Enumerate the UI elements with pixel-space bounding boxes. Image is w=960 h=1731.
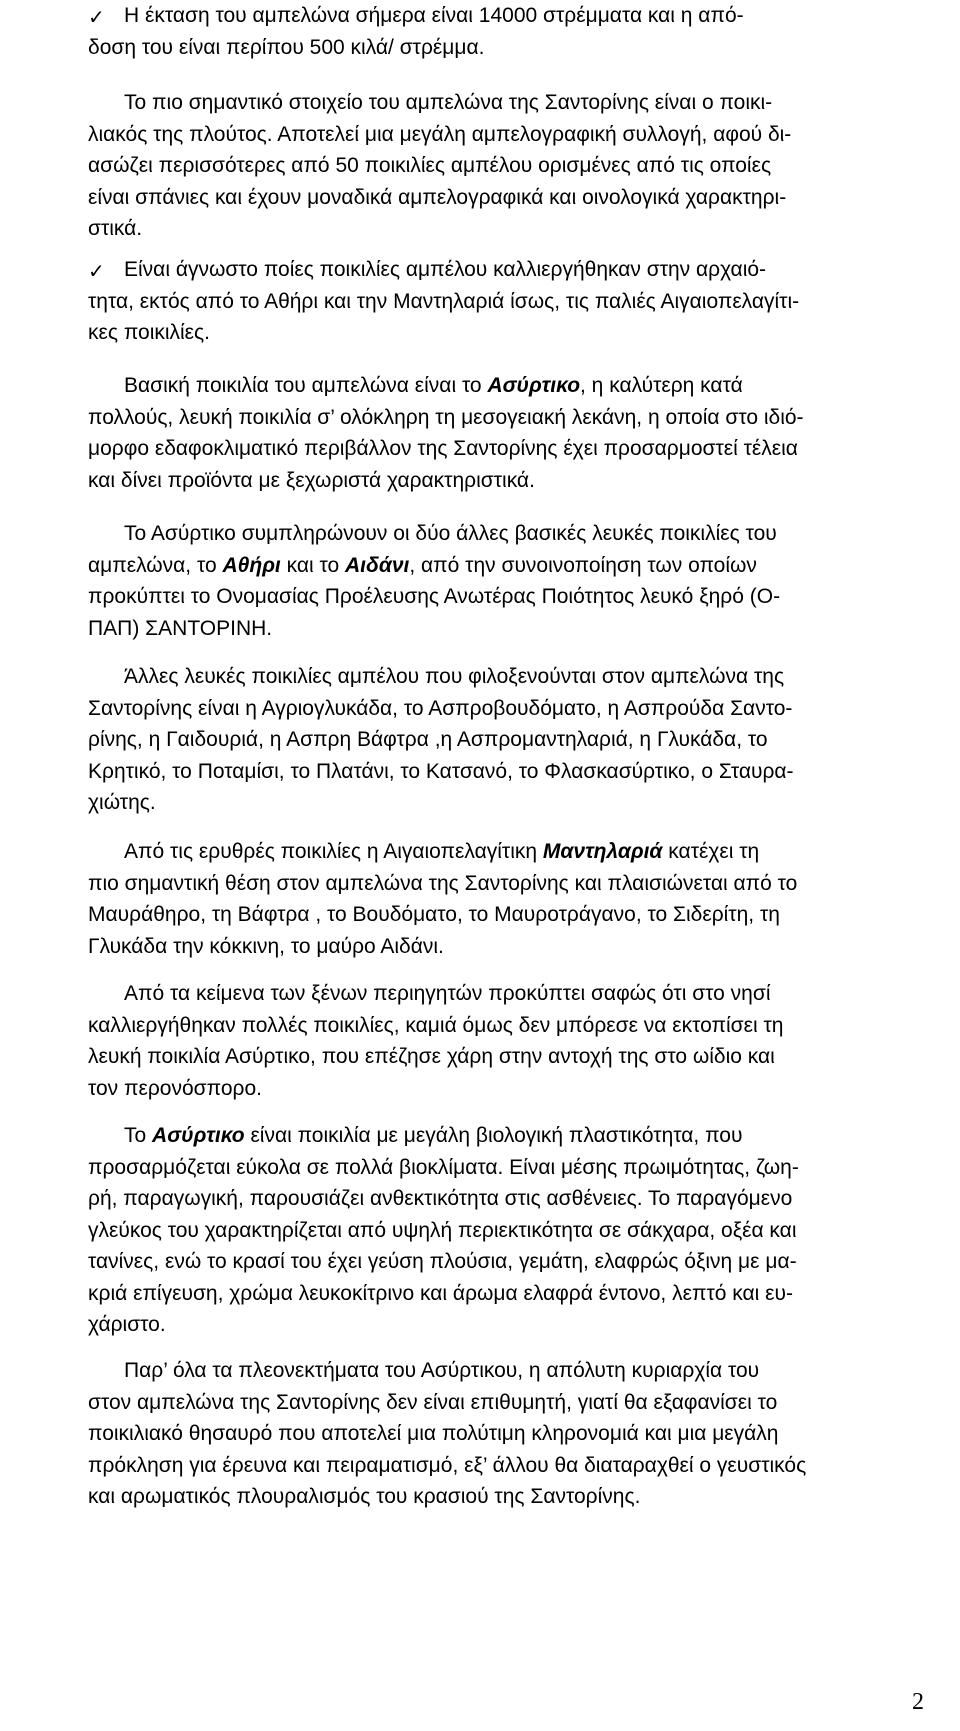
text-line: προκύπτει το Ονομασίας Προέλευσης Ανωτέρας Ποιότητος λευκό ξηρό (Ο-: [88, 585, 781, 608]
text-line: είναι σπάνιες και έχουν μοναδικά αμπελογραφικά και οινολογικά χαρακτηρι-: [88, 185, 787, 209]
text-line: Άλλες λευκές ποικιλίες αμπέλου που φιλοξενούνται στον αμπελώνα της: [124, 665, 785, 688]
text-line: χιώτης.: [88, 791, 156, 814]
text-line: Γλυκάδα την κόκκινη, το μαύρο Αιδάνι.: [88, 934, 444, 958]
text-line: πολλούς, λευκή ποικιλία σ’ ολόκληρη τη μεσογειακή λεκάνη, η οποία στο ιδιό-: [88, 405, 804, 429]
text-line: ΠΑΠ) ΣΑΝΤΟΡΙΝΗ.: [88, 616, 273, 640]
text-line: πιο σημαντική θέση στον αμπελώνα της Σαντορίνης και πλαισιώνεται από το: [88, 871, 798, 895]
text-line: λευκή ποικιλία Ασύρτικο, που επέζησε χάρη στην αντοχή της στο ωίδιο και: [88, 1045, 775, 1068]
text-line: Το Ασύρτικο είναι ποικιλία με μεγάλη βιολογική πλαστικότητα, που: [124, 1124, 743, 1147]
paragraph-3: [88, 254, 924, 349]
text-line: καλλιεργήθηκαν πολλές ποικιλίες, καμιά όμως δεν μπόρεσε να εκτοπίσει τη: [88, 1013, 784, 1037]
text-line: Το Ασύρτικο συμπληρώνουν οι δύο άλλες βασικές λευκές ποικιλίες του: [124, 522, 777, 545]
text-line: πρόκληση για έρευνα και πειραματισμό, εξ’ άλλου θα διαταραχθεί ο γευστικός: [88, 1453, 807, 1477]
paragraph-9: [88, 1120, 924, 1341]
variety-aidani: Αιδάνι: [345, 553, 410, 577]
text-line: στικά.: [88, 217, 143, 240]
text-line: και δίνει προϊόντα με ξεχωριστά χαρακτηριστικά.: [88, 468, 535, 492]
text-line: τανίνες, ενώ το κρασί του έχει γεύση πλούσια, γεμάτη, ελαφρώς όξινη με μα-: [88, 1250, 797, 1273]
variety-asyrtiko: Ασύρτικο: [487, 374, 581, 397]
text-line: Σαντορίνης είναι η Αγριογλυκάδα, το Ασπροβουδόματο, η Ασπρούδα Σαντο-: [88, 696, 793, 720]
text-line: λιακός της πλούτος. Αποτελεί μια μεγάλη αμπελογραφική συλλογή, αφού δι-: [88, 122, 792, 146]
text-line: Μαυράθηρο, τη Βάφτρα , το Βουδόματο, το Μαυροτράγανο, το Σιδερίτη, τη: [88, 903, 780, 926]
text-line: ποικιλιακό θησαυρό που αποτελεί μια πολύτιμη κληρονομιά και μια μεγάλη: [88, 1422, 779, 1445]
paragraph-4: [88, 370, 924, 496]
variety-athiri: Αθήρι: [222, 553, 281, 577]
text-line: ασώζει περισσότερες από 50 ποικιλίες αμπέλου ορισμένες από τις οποίες: [88, 154, 772, 177]
variety-asyrtiko: Ασύρτικο: [152, 1124, 245, 1147]
text-line: Από τα κείμενα των ξένων περιηγητών προκύπτει σαφώς ότι στο νησί: [124, 982, 771, 1005]
text-line: Η έκταση του αμπελώνα σήμερα είναι 14000 στρέμματα και η από-: [124, 4, 744, 27]
paragraph-8: [88, 978, 924, 1104]
paragraph-2: [88, 87, 924, 245]
text-line: Παρ’ όλα τα πλεονεκτήματα του Ασύρτικου, η απόλυτη κυριαρχία του: [124, 1359, 760, 1382]
variety-mantilaria: Μαντηλαριά: [542, 840, 663, 863]
text-line: και αρωματικός πλουραλισμός του κρασιού της Σαντορίνης.: [88, 1485, 641, 1508]
text-line: Το πιο σημαντικό στοιχείο του αμπελώνα της Σαντορίνης είναι ο ποικι-: [124, 91, 773, 114]
checkmark-icon: ✓: [88, 5, 105, 29]
text-line: γλεύκος του χαρακτηρίζεται από υψηλή περιεκτικότητα σε σάκχαρα, οξέα και: [88, 1218, 797, 1242]
text-line: ρίνης, η Γαιδουριά, η Ασπρη Βάφτρα ,η Ασπρομαντηλαριά, η Γλυκάδα, το: [88, 728, 768, 751]
paragraph-1: [88, 0, 924, 63]
text-line: στον αμπελώνα της Σαντορίνης δεν είναι επιθυμητή, γιατί θα εξαφανίσει το: [88, 1390, 778, 1414]
checkmark-icon: ✓: [88, 259, 105, 283]
paragraph-5: [88, 518, 924, 644]
text-line: κες ποικιλίες.: [88, 321, 211, 344]
page-number: 2: [912, 1689, 924, 1715]
text-line: Από τις ερυθρές ποικιλίες η Αιγαιοπελαγίτικη Μαντηλαριά κατέχει τη: [124, 840, 760, 863]
text-line: μορφο εδαφοκλιματικό περιβάλλον της Σαντορίνης έχει προσαρμοστεί τέλεια: [88, 437, 798, 460]
text-line: τητα, εκτός από το Αθήρι και την Μαντηλαριά ίσως, τις παλιές Αιγαιοπελαγίτι-: [88, 289, 800, 313]
text-line: δοση του είναι περίπου 500 κιλά/ στρέμμα.: [88, 35, 485, 59]
text-line: χάριστο.: [88, 1313, 166, 1336]
text-line: κριά επίγευση, χρώμα λευκοκίτρινο και άρωμα ελαφρά έντονο, λεπτό και ευ-: [88, 1281, 793, 1305]
paragraph-7: [88, 836, 924, 962]
text-line: Κρητικό, το Ποταμίσι, το Πλατάνι, το Κατσανό, το Φλασκασύρτικο, ο Σταυρα-: [88, 759, 794, 783]
text-line: προσαρμόζεται εύκολα σε πολλά βιοκλίματα. Είναι μέσης πρωιμότητας, ζωη-: [88, 1155, 799, 1179]
text-line: ρή, παραγωγική, παρουσιάζει ανθεκτικότητα στις ασθένειες. Το παραγόμενο: [88, 1187, 793, 1210]
text-line: αμπελώνα, το Αθήρι και το Αιδάνι, από την συνοινοποίηση των οποίων: [88, 553, 757, 577]
text-line: τον περονόσπορο.: [88, 1076, 262, 1100]
paragraph-6: [88, 661, 924, 819]
text-line: Βασική ποικιλία του αμπελώνα είναι το Ασύρτικο, η καλύτερη κατά: [124, 374, 743, 397]
text-line: Είναι άγνωστο ποίες ποικιλίες αμπέλου καλλιεργήθηκαν στην αρχαιό-: [124, 258, 767, 281]
paragraph-10: [88, 1355, 924, 1513]
